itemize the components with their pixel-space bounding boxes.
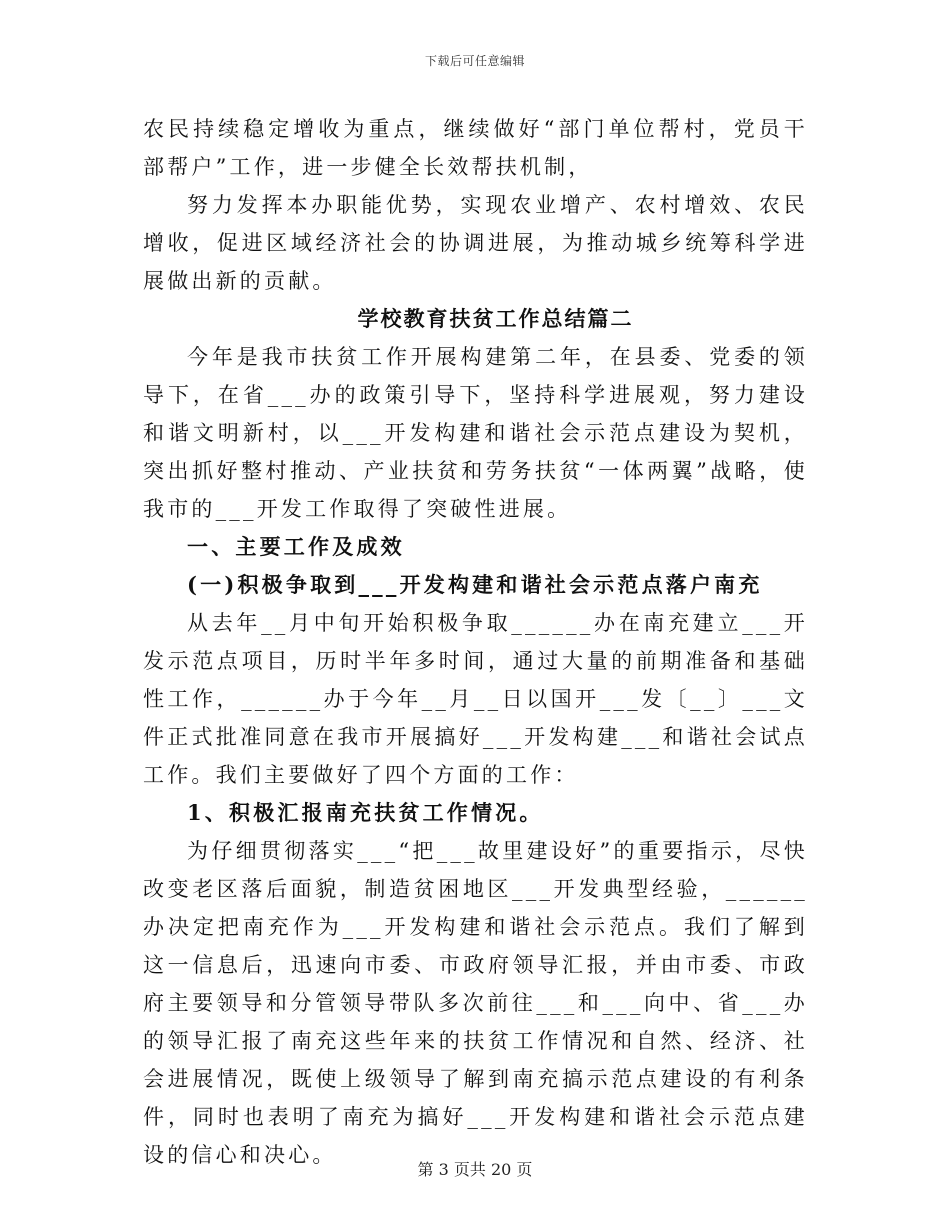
paragraph-goal: 努力发挥本办职能优势，实现农业增产、农村增效、农民增收，促进区域经济社会的协调进展，为推动城乡统筹科学进展做出新的贡献。 <box>143 193 808 293</box>
section-title: 学校教育扶贫工作总结篇二 <box>357 306 634 331</box>
paragraph-approval: 从去年__月中旬开始积极争取______办在南充建立___开发示范点项目，历时半年多时间，通过大量的前期准备和基础性工作，______办于今年__月__日以国开___发〔__〕___文件正式批准同意在我市开展搞好___开发构建___和谐社会试点工作。我们主要做好了四个方面的工作： <box>143 611 808 787</box>
document-body <box>143 110 808 1174</box>
heading-main-work: 一、主要工作及成效 <box>187 534 405 559</box>
heading-item-1: 1、积极汇报南充扶贫工作情况。 <box>187 800 544 825</box>
paragraph-report: 为仔细贯彻落实___“把___故里建设好”的重要指示，尽快改变老区落后面貌，制造贫困地区___开发典型经验，______办决定把南充作为___开发构建和谐社会示范点。我们了解到这一信息后，迅速向市委、市政府领导汇报，并由市委、市政府主要领导和分管领导带队多次前往___和___向中、省___办的领导汇报了南充这些年来的扶贫工作情况和自然、经济、社会进展情况，既使上级领导了解到南充搞示范点建设的有利条件，同时也表明了南充为搞好___开发构建和谐社会示范点建设的信心和决心。 <box>143 839 808 1167</box>
page-header: 下载后可任意编辑 <box>424 54 525 68</box>
heading-subsection-1: (一)积极争取到___开发构建和谐社会示范点落户南充 <box>187 572 763 597</box>
paragraph-intro: 今年是我市扶贫工作开展构建第二年，在县委、党委的领导下，在省___办的政策引导下，坚持科学进展观，努力建设和谐文明新村，以___开发构建和谐社会示范点建设为契机，突出抓好整村推动、产业扶贫和劳务扶贫“一体两翼”战略，使我市的___开发工作取得了突破性进展。 <box>143 345 808 521</box>
paragraph-continuation: 农民持续稳定增收为重点，继续做好“部门单位帮村，党员干部帮户”工作，进一步健全长效帮扶机制， <box>143 117 808 179</box>
page-footer: 第 3 页共 20 页 <box>417 1160 533 1179</box>
